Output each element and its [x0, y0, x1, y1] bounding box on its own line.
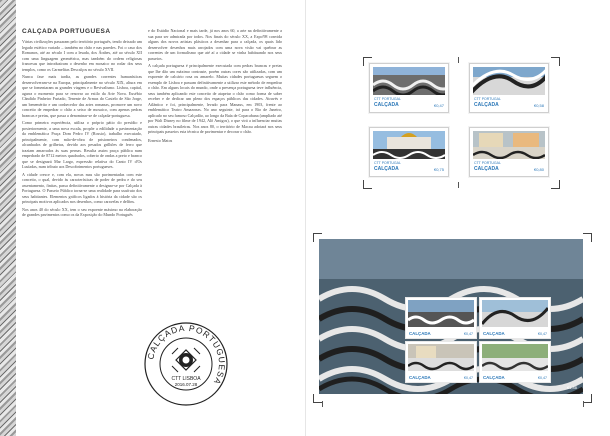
stamp-photo-pavement [373, 131, 445, 159]
stamp-photo-pavement [482, 300, 548, 327]
stamp-label: CALÇADA [409, 331, 431, 336]
sheet-stamp [405, 341, 477, 383]
stamp-photo-pavement [408, 344, 474, 371]
postmark-ring-text: CALÇADA PORTUGUESA [145, 322, 228, 387]
stamp-photo-pavement [373, 67, 445, 95]
souvenir-sheet [319, 239, 583, 394]
crop-mark [551, 180, 560, 189]
stamp-photo-pavement [473, 131, 545, 159]
author-signature: Ernesto Matos [148, 137, 173, 143]
stamp-value: €0,47 [464, 332, 473, 336]
commemorative-postmark [142, 320, 230, 408]
crop-mark [363, 180, 372, 189]
stamp-value: €0,47 [538, 376, 547, 380]
article-body-right [148, 28, 282, 135]
paragraph: Nos anos 40 do século XX, tem o seu expoente máximo na elaboração de grandes pavimentos como os da Exposição do Mundo Português [22, 206, 142, 217]
stamp-issuer: CTT PORTUGAL [374, 97, 401, 101]
stamp-label: CALÇADA [374, 102, 399, 108]
sheet-stamp [405, 297, 477, 339]
stamp-manaus-teatro [369, 127, 449, 177]
crop-mark [551, 57, 560, 66]
paragraph: A calçada portuguesa é principalmente executada com pedras brancas e pretas que lhe dão um máximo contraste, porém outras cores são utilizadas, com um expoente de calcário rosa ou amarelo. Muitas cidades portuguesas seguem o exemplo de Lisboa e passam definitivamente a utilizar este método de empedrar o chão. Em alguns locais do mundo, onde a presença portuguesa teve influência, seus também aplicando este conceito de atapetar o chão como forma de saber receber e de dedicar um pleno dos espaços públicos das cidades. Através e Atlântico e foi, principalmente, levado para Manaus, em 1903, frente ao emblemático Teatro Amazonas. No ano seguinte, irá para o Rio de Janeiro, aplicado no seu famoso Calçadão, ao longo da Baía de Copacabana (ampliado até por Walt Disney no filme de 1942, Alô Amigos), o que virá a influenciar muitas outras cidades brasileiras. Nos anos 80, o território de Macau adotará nos seus principais passeios esta técnica de pavimentar e decorar o chão. [148, 63, 282, 134]
paragraph: e do Estádio Nacional e mais tarde, já nos anos 60, a arte na definitivamente a sua para ser admirada por todos. Nos finais do século XX, a Expo'98 convida alguns dos novos artistas plásticos a desenhar para a calçada, os quais lido desenvolver desenhos mais arrojados com uma nova visão vai quebrar as correntes de um formalismo que até aí a cidade se vinha habituando nos seus passeios. [148, 28, 282, 61]
crop-mark [458, 57, 459, 63]
crop-mark [313, 233, 322, 242]
stamp-label: CALÇADA [483, 375, 505, 380]
article-body-left [22, 39, 142, 218]
crop-mark [322, 401, 323, 407]
stamp-value: €0,47 [538, 332, 547, 336]
stamp-issuer: CTT PORTUGAL [474, 97, 501, 101]
paragraph: A cidade cresce e, com ela, novas mas são pavimentadas com este conceito, o qual, devido às características de poder de pedra e do seu assentamento, finitas, passa definitivamente a designar-se por Calçada à Portuguesa. O Passeio Público torna-se uma realidade para usufruto dos seus habitantes. Elementos gráficos ligados à história da cidade são os principais motivos aplicados nos desenhos, como caravelas e delfins. [22, 171, 142, 204]
stamp-issuer: CTT PORTUGAL [474, 161, 501, 165]
stamp-value: €0,47 [464, 376, 473, 380]
stamp-label: CALÇADA [409, 375, 431, 380]
stamp-photo-pavement [473, 67, 545, 95]
stamp-value: €0,47 [433, 103, 444, 108]
stamp-label: CALÇADA [374, 166, 399, 172]
paragraph: Nunca fase mais tardia, as grandes correntes humanísticas desenvolveram-se na Europa, principalmente no século XIX, altura em que se fomentaram as grandes viagens e o Revivalismo. Lisboa, capital, agarra o momento para se renovar ao estilo da Arte Nova. Eusébio Cândido Pinheiro Furtado, Tenente de Armas do Castelo de São Jorge, um benemérito e um conhecedor das artes romanas, promove um novo conceito de empedrar o chão a seixo de mosaico, com apenas pedras brancas e pretas, que passa a denominar-se de calçada-portuguesa. [22, 74, 142, 118]
stamp-value: €0,58 [533, 103, 544, 108]
stamp-issuer: CTT PORTUGAL [374, 161, 401, 165]
paragraph: Várias civilizações passaram pelo território português, tendo deixado um legado estético variado – também no chão e nas paredes. Foi o caso dos Romanos, até ao século I com a lesada, dos Árabes, até ao século XII com uma linguagem geométrica, mas também do ordem religiosas francesas que introduziram o desenho em mosaico no rodar dos seus templos, como os Carmelitas Descalços no século XVII. [22, 39, 142, 72]
postmark-office: CTT LISBOA [171, 376, 201, 382]
stamp-value: €0,80 [533, 167, 544, 172]
postmark-date: 2016.07.28 [174, 382, 198, 387]
crop-mark [313, 394, 322, 403]
sheet-stamp [479, 297, 551, 339]
page-fold [305, 0, 306, 436]
crop-mark [583, 401, 584, 407]
paragraph: Como primeira experiência, utiliza o próprio pátio do presídio e posteriormente, a uma nova escala, propõe a edilidade a pavimentação da emblemática Praça Dom Pedro IV (Rossio), trabalho executado, principalmente, com mão-de-obra de prisioneiros condenados, alcunhados de grilhetas, devido aos pesados grilhões de ferro que traziam amarrados às suas pernas. Resulta assim praça pública num empedrado de 8712 metros quadrados, coberto de ondas a preto e branco que se designará Mar Largo, expressão relativa do Canto IV d'Os Lusíadas, num tributo aos Descobrimentos portugueses. [22, 120, 142, 169]
stamp-photo-pavement [408, 300, 474, 327]
crop-mark [458, 182, 459, 188]
sheet-value: €1,88 [566, 385, 577, 390]
stamp-value: €0,75 [433, 167, 444, 172]
stamp-photo-pavement [482, 344, 548, 371]
decorative-pavement-band [0, 0, 16, 436]
pavement-motif-icon [172, 348, 200, 372]
stamp-rio-copacabana [469, 63, 549, 113]
sheet-stamp [479, 341, 551, 383]
stamp-macau-largo [469, 127, 549, 177]
crop-mark [583, 233, 592, 242]
article-right-column [148, 28, 282, 143]
article-left-column [22, 28, 142, 220]
stamp-praca-rossio [369, 63, 449, 113]
stamp-label: CALÇADA [474, 166, 499, 172]
stamp-label: CALÇADA [474, 102, 499, 108]
crop-mark [363, 57, 372, 66]
article-title: CALÇADA PORTUGUESA [22, 28, 111, 35]
crop-mark [583, 394, 592, 403]
stamp-label: CALÇADA [483, 331, 505, 336]
